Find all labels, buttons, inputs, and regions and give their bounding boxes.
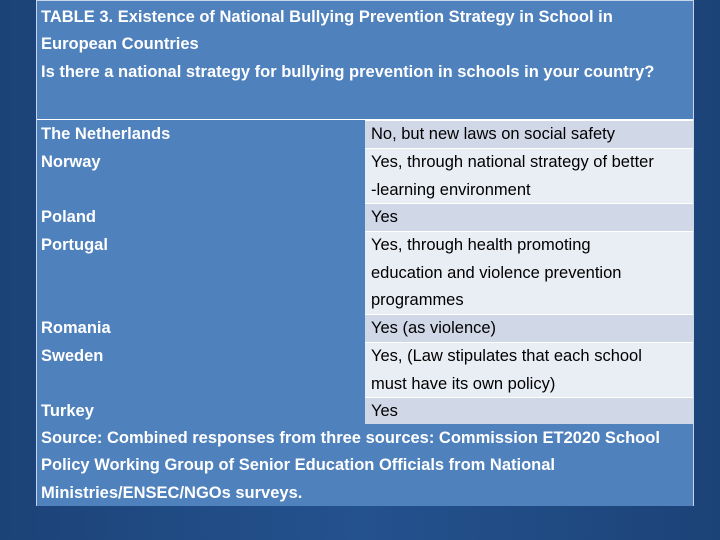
table-row [37, 203, 693, 231]
table-row [37, 148, 693, 203]
source-line: Policy Working Group of Senior Education Officials from National [41, 456, 555, 474]
country-cell: Norway [41, 153, 101, 171]
country-cell: Turkey [41, 402, 94, 420]
table-row [37, 120, 693, 148]
table-row [37, 342, 693, 397]
source-line: Ministries/ENSEC/NGOs surveys. [41, 484, 303, 502]
country-cell: The Netherlands [41, 125, 171, 143]
country-cell: Romania [41, 319, 111, 337]
table-title: TABLE 3. Existence of National Bullying Prevention Strategy in School in [41, 8, 613, 26]
answer-cell: Yes [371, 402, 398, 420]
source-line: Source: Combined responses from three sources: Commission ET2020 School [41, 429, 660, 447]
table-source-note [37, 424, 693, 506]
answer-cell: Yes, through health promoting education and violence prevention programmes [371, 236, 622, 309]
table-title-continued: European Countries [41, 35, 199, 53]
country-cell: Portugal [41, 236, 108, 254]
answer-cell: Yes [371, 208, 398, 226]
answer-cell: Yes, through national strategy of better -learning environment [371, 153, 654, 199]
answer-cell: Yes, (Law stipulates that each school must have its own policy) [371, 347, 642, 393]
country-cell: Poland [41, 208, 97, 226]
table-question: Is there a national strategy for bullying prevention in schools in your country? [41, 63, 655, 81]
table-row [37, 231, 693, 314]
table-row [37, 397, 693, 424]
table-row [37, 314, 693, 342]
answer-cell: No, but new laws on social safety [371, 125, 615, 143]
country-cell: Sweden [41, 347, 104, 365]
bullying-strategy-table [36, 0, 694, 506]
answer-cell: Yes (as violence) [371, 319, 497, 337]
table-title-block [37, 1, 693, 121]
